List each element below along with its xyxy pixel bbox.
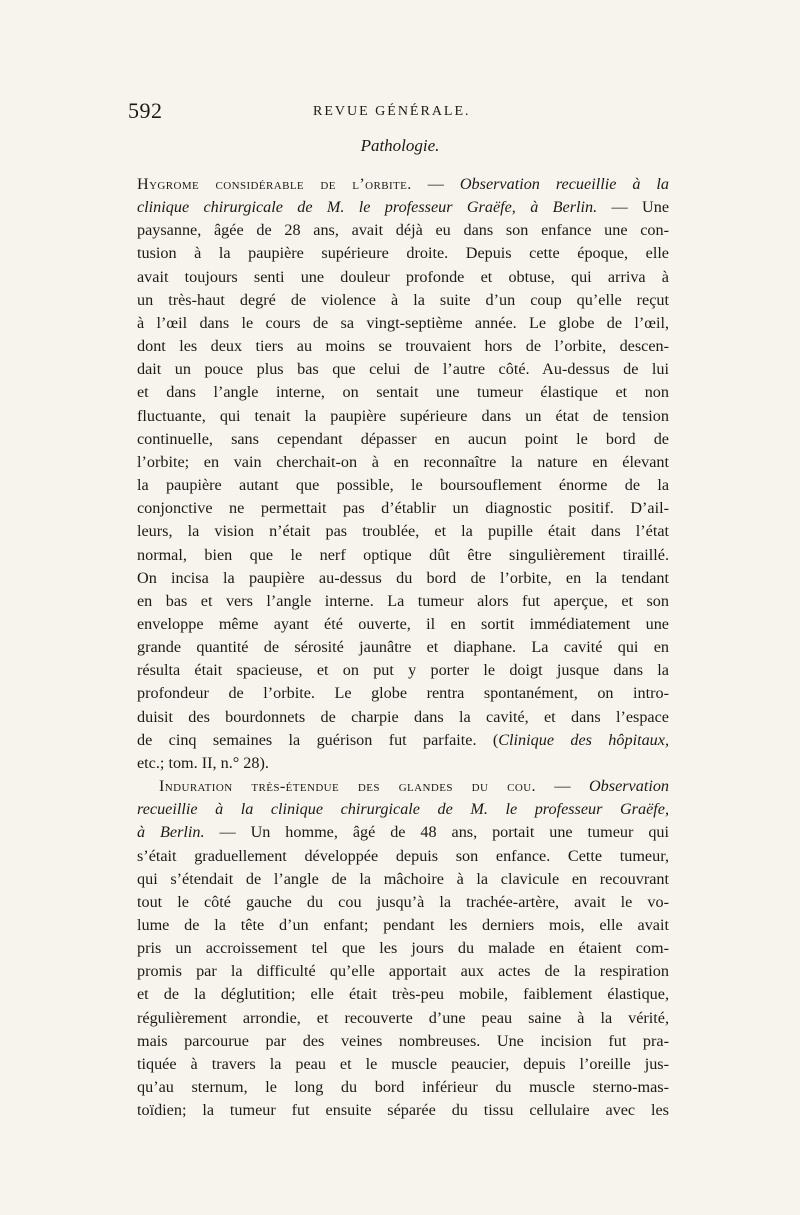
article1-line: normal, bien que le nerf optique dût être singulièrement tiraillé. bbox=[137, 545, 669, 564]
article1-line: On incisa la paupière au-dessus du bord de l’orbite, en la tendant bbox=[137, 568, 669, 587]
article1-line: la paupière autant que possible, le boursouflement énorme de la bbox=[137, 476, 669, 495]
article2-line-text: — Un homme, âgé de 48 ans, portait une tumeur qui bbox=[219, 823, 670, 842]
article1-line: l’orbite; en vain cherchait-on à en reconnaître la nature en élevant bbox=[137, 452, 669, 471]
article2-line: tiquée à travers la peau et le muscle peaucier, depuis l’oreille jus- bbox=[137, 1054, 669, 1073]
article2-heading-line bbox=[137, 775, 669, 798]
article1-heading-line bbox=[137, 173, 669, 196]
article2-citation: Observation bbox=[588, 777, 670, 796]
page-header bbox=[128, 98, 668, 128]
article2-title: Induration très-étendue des glandes du cou. bbox=[159, 777, 536, 796]
article2-line: promis par la difficulté qu’elle apportait aux actes de la respiration bbox=[137, 962, 669, 981]
article1-line: et dans l’angle interne, on sentait une tumeur élastique et non bbox=[137, 383, 669, 402]
article2-line: mais parcourue par des veines nombreuses. Une incision fut pra- bbox=[137, 1031, 669, 1050]
article2-citation-end: à Berlin. bbox=[137, 823, 205, 842]
section-title: Pathologie. bbox=[360, 136, 440, 155]
running-head: REVUE GÉNÉRALE. bbox=[313, 104, 471, 119]
article1-line: paysanne, âgée de 28 ans, avait déjà eu dans son enfance une con- bbox=[137, 221, 669, 240]
article1-line: dont les deux tiers au moins se trouvaient hors de l’orbite, descen- bbox=[137, 337, 669, 356]
article2-line: tout le côté gauche du cou jusqu’à la trachée-artère, avait le vo- bbox=[137, 892, 669, 911]
article2-citation-line: recueillie à la clinique chirurgicale de M. le professeur Graëfe, bbox=[137, 800, 669, 819]
article1-line: profondeur de l’orbite. Le globe rentra spontanément, on intro- bbox=[137, 684, 669, 703]
article1-line: leurs, la vision n’était pas troublée, et la pupille était dans l’état bbox=[137, 522, 669, 541]
article2-line: pris un accroissement tel que les jours du malade en étaient com- bbox=[137, 939, 669, 958]
article1-line bbox=[137, 729, 669, 752]
article1-line: continuelle, sans cependant dépasser en aucun point le bord de bbox=[137, 429, 669, 448]
article1-line-text: — Une bbox=[611, 198, 669, 217]
article1-line: dait un pouce plus bas que celui de l’autre côté. Au-dessus de lui bbox=[137, 360, 669, 379]
article1-line: tusion à la paupière supérieure droite. Depuis cette époque, elle bbox=[137, 244, 669, 263]
page-number: 592 bbox=[128, 98, 163, 123]
article1-citation: Observation recueillie à la bbox=[459, 175, 669, 193]
article1-dash: — bbox=[427, 175, 444, 193]
article1-line: avait toujours senti une douleur profonde et obtuse, qui arriva à bbox=[137, 267, 669, 286]
article2-dash: — bbox=[554, 777, 571, 796]
article1-line: enveloppe même ayant été ouverte, il en sortit immédiatement une bbox=[137, 614, 669, 633]
article1-line: un très-haut degré de violence à la suite d’un coup qu’elle reçut bbox=[137, 290, 669, 309]
article2-line: régulièrement arrondie, et recouverte d’une peau saine à la vérité, bbox=[137, 1008, 669, 1027]
article1-line: grande quantité de sérosité jaunâtre et diaphane. La cavité qui en bbox=[137, 638, 669, 657]
article1-line: résulta était spacieuse, et on put y porter le doigt jusque dans la bbox=[137, 661, 669, 680]
article1-citation-cont: clinique chirurgicale de M. le professeur Graëfe, à Berlin. bbox=[137, 198, 598, 217]
article1-line: fluctuante, qui tenait la paupière supérieure dans un état de tension bbox=[137, 406, 669, 425]
article2-line: et de la déglutition; elle était très-peu mobile, faiblement élastique, bbox=[137, 985, 669, 1004]
article2-line: lume de la tête d’un enfant; pendant les derniers mois, elle avait bbox=[137, 916, 669, 934]
body-text bbox=[137, 173, 669, 1122]
article2-line: qu’au sternum, le long du bord inférieur du muscle sterno-mas- bbox=[137, 1078, 669, 1097]
article1-line: en bas et vers l’angle interne. La tumeur alors fut aperçue, et son bbox=[137, 591, 669, 610]
article1-source: Clinique des hôpitaux, bbox=[498, 730, 669, 749]
article2-line: qui s’étendait de l’angle de la mâchoire à la clavicule en recouvrant bbox=[137, 869, 669, 888]
article1-line: à l’œil dans le cours de sa vingt-septième année. Le globe de l’œil, bbox=[137, 313, 669, 332]
article2-line: toïdien; la tumeur fut ensuite séparée du tissu cellulaire avec les bbox=[137, 1101, 669, 1120]
article1-line: duisit des bourdonnets de charpie dans la cavité, et dans l’espace bbox=[137, 707, 669, 726]
article1-line-last: etc.; tom. II, n.° 28). bbox=[137, 753, 269, 772]
article1-line bbox=[137, 196, 669, 219]
article1-line: conjonctive ne permettait pas d’établir un diagnostic positif. D’ail- bbox=[137, 499, 669, 518]
article1-title: Hygrome considérable de l’orbite. bbox=[137, 175, 412, 193]
article2-line: s’était graduellement développée depuis son enfance. Cette tumeur, bbox=[137, 846, 669, 865]
article2-line bbox=[137, 821, 669, 844]
article1-line-text: de cinq semaines la guérison fut parfaite. ( bbox=[137, 730, 499, 749]
